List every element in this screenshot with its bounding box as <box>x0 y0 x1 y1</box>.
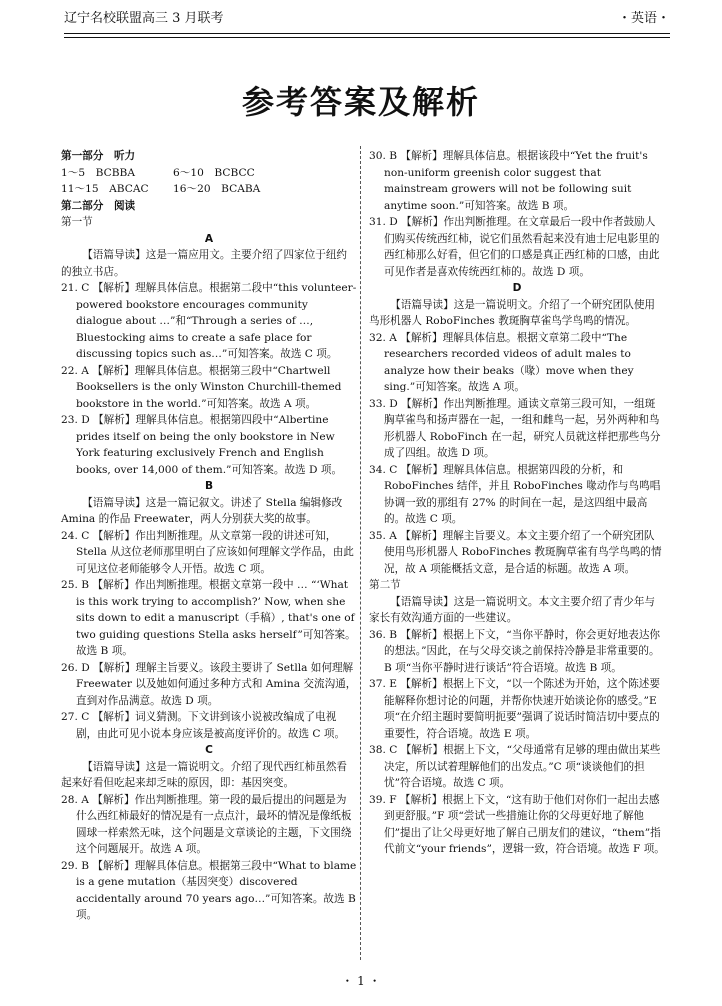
passage-label-d: D <box>512 282 522 294</box>
passage-guide-c: 【语篇导读】这是一篇说明文。介绍了现代西红柿虽然看起来好看但吃起来却乏味的原因，即：基因突变。 <box>61 760 348 789</box>
answer-item-31: 31. D 【解析】作出判断推理。在文章最后一段中作者鼓励人们购买传统西红柿，说它们虽然看起来没有迪士尼电影里的西红柿那么好看，但它们的口感是真正西红柿的口感，由此可见作者是喜欢传统西红柿的。故选 D 项。 <box>369 216 660 278</box>
listening-answer: 11～15 ABCAC <box>61 183 149 195</box>
answer-item-29: 29. B 【解析】理解具体信息。根据第三段中“What to blame is a gene mutation（基因突变）discovered accidentally around 70 years ago…”可知答案。故选 B 项。 <box>61 859 357 921</box>
passage-guide-section2: 【语篇导读】这是一篇说明文。本文主要介绍了青少年与家长有效沟通方面的一些建议。 <box>369 595 656 624</box>
passage-label-a: A <box>204 232 214 245</box>
answer-item-26: 26. D 【解析】理解主旨要义。该段主要讲了 Setlla 如何理解 Freewater 以及她如何通过多种方式和 Amina 交流沟通，直到对作品满意。故选 D 项。 <box>61 661 357 707</box>
answer-item-37: 37. E 【解析】根据上下文，“以一个陈述为开始，这个陈述要能解释你想讨论的问题，并帮你快速开始谈论你的感受。”E 项“在介绍主题时要简明扼要”强调了说话时简洁切中要点的重要性，符合语境。故选 E 项。 <box>369 678 660 740</box>
answer-item-28: 28. A 【解析】作出判断推理。第一段的最后提出的问题是为什么西红柿最好的情况是有一点点汁，最坏的情况是像纸板圆球一样索然无味，这个问题是文章谈论的主题，下文围绕这个问题展开。故选 A 项。 <box>61 793 352 855</box>
page-number: ・ 1 ・ <box>341 974 381 988</box>
page-title: 参考答案及解析 <box>241 83 480 121</box>
passage-label-c: C <box>205 744 213 756</box>
part1-heading: 第一部分 听力 <box>61 150 136 162</box>
answer-item-36: 36. B 【解析】根据上下文，“当你平静时，你会更好地表达你的想法。”因此，在与父母交谈之前保持冷静是非常重要的。B 项“当你平静时进行谈话”符合语境。故选 B 项。 <box>369 628 661 674</box>
running-header <box>64 6 670 32</box>
header-rule-thick <box>64 33 670 34</box>
left-column <box>61 148 357 924</box>
header-rule-thin <box>64 37 670 38</box>
listening-answer: 1～5 BCBBA <box>61 166 135 179</box>
header-right: ・英语・ <box>617 11 670 26</box>
answer-item-25: 25. B 【解析】作出判断推理。根据文章第一段中 … “‘What is this work trying to accomplish?’ Now, when she sits down to edit a manuscript（手稿）, that's one of two guiding questions Stella asks herself”可知答案。故选 B 项。 <box>61 579 356 657</box>
listening-answer: 16～20 BCABA <box>173 183 261 195</box>
answer-item-38: 38. C 【解析】根据上下文，“父母通常有足够的理由做出某些决定，所以试着理解他们的出发点。”C 项“谈谈他们的担忧”符合语境。故选 C 项。 <box>369 744 661 789</box>
right-column <box>369 148 665 858</box>
listening-answers <box>61 165 357 198</box>
answer-item-33: 33. D 【解析】作出判断推理。通读文章第三段可知，一组斑胸草雀鸟和扬声器在一起，一组和雌鸟一起，另外两种和鸟形机器人 RoboFinch 在一起，研究人员就这样把那些鸟分成了四组。故选 D 项。 <box>369 397 661 459</box>
answer-item-34: 34. C 【解析】理解具体信息。根据第四段的分析，和 RoboFinches 结伴，并且 RoboFinches 喙动作与鸟鸣唱协调一致的那组有 27% 的时间在一起，是这四组中最高的。故选 C 项。 <box>369 463 661 525</box>
passage-label-b: B <box>204 480 214 492</box>
answer-item-23: 23. D 【解析】理解具体信息。根据第四段中“Albertine prides itself on being the only bookstore in New York featuring exclusively French and English books, over 14,000 of them.”可知答案。故选 D 项。 <box>61 414 343 476</box>
answer-item-22: 22. A 【解析】理解具体信息。根据第三段中“Chartwell Booksellers is the only Winston Churchill-themed bookstore in the world.”可知答案。故选 A 项。 <box>61 364 342 410</box>
listening-answer: 6～10 BCBCC <box>173 166 255 179</box>
answer-item-24: 24. C 【解析】作出判断推理。从文章第一段的讲述可知，Stella 从这位老师那里明白了应该如何理解文学作品，由此可见这位老师能够令人开悟。故选 C 项。 <box>61 529 354 575</box>
passage-guide-d: 【语篇导读】这是一篇说明文。介绍了一个研究团队使用鸟形机器人 RoboFinches 教斑胸草雀鸟学鸟鸣的情况。 <box>369 298 656 327</box>
answer-item-32: 32. A 【解析】理解具体信息。根据文章第二段中“The researchers recorded videos of adult males to analyze how their beaks（喙）move when they sing.”可知答案。故选 A 项。 <box>369 331 634 393</box>
answer-item-35: 35. A 【解析】理解主旨要义。本文主要介绍了一个研究团队使用鸟形机器人 RoboFinches 教斑胸草雀有鸟学鸟鸣的情况，故 A 项能概括文意，是合适的标题。故选 A 项。 <box>369 529 662 575</box>
answer-item-27: 27. C 【解析】词义猜测。下文讲到该小说被改编成了电视剧，由此可见小说本身应该是被高度评价的。故选 C 项。 <box>61 711 346 740</box>
passage-guide-a: 【语篇导读】这是一篇应用文。主要介绍了四家位于纽约的独立书店。 <box>61 249 348 278</box>
answer-item-39: 39. F 【解析】根据上下文，“这有助于他们对你们一起出去感到更舒服。”F 项“尝试一些措施让你的父母更好地了解他们”提出了让父母更好地了解自己朋友们的建议，“them”指代前文“your friends”，逻辑一致，符合语境。故选 F 项。 <box>369 793 665 855</box>
answer-item-30: 30. B 【解析】理解具体信息。根据该段中“Yet the fruit's non-uniform greenish color suggest that mainstream growers will not be following suit anytime soon.”可知答案。故选 B 项。 <box>369 150 648 212</box>
passage-guide-b: 【语篇导读】这是一篇记叙文。讲述了 Stella 编辑修改 Amina 的作品 Freewater，两人分别获大奖的故事。 <box>61 496 343 525</box>
part2-heading: 第二部分 阅读 <box>61 199 136 212</box>
answer-item-21: 21. C 【解析】理解具体信息。根据第二段中“this volunteer-powered bookstore encourages community dialogue about …”和“Through a series of …, Bluestocking aims to create a safe place for discussing topics such as…”可知答案。故选 C 项。 <box>61 282 357 360</box>
section2-heading: 第二节 <box>369 579 401 591</box>
header-left: 辽宁名校联盟高三 3 月联考 <box>64 11 224 26</box>
section1-heading: 第一节 <box>61 216 93 228</box>
column-divider <box>360 146 361 960</box>
